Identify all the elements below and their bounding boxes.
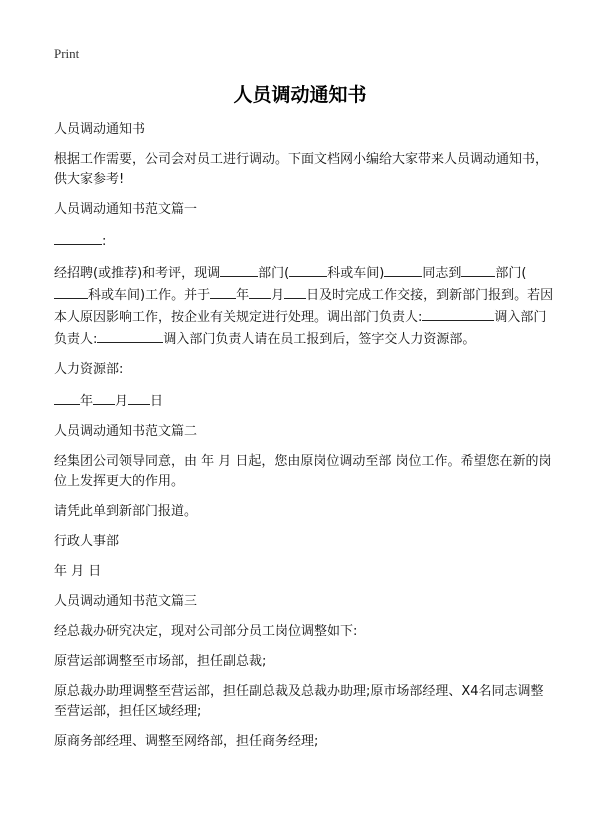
- blank-line: [54, 230, 102, 245]
- section2-heading: 人员调动通知书范文篇二: [54, 424, 198, 439]
- blank-line: [461, 262, 495, 277]
- blank-line: [289, 262, 327, 277]
- blank-line: [128, 390, 150, 405]
- text-run: 月: [115, 394, 129, 409]
- text-run: 部门(: [258, 266, 290, 281]
- section1-heading: 人员调动通知书范文篇一: [54, 202, 198, 217]
- addressee-suffix: :: [102, 234, 107, 249]
- blank-line: [249, 284, 271, 299]
- section3-item: 原商务部经理、调整至网络部，担任商务经理;: [54, 734, 319, 749]
- subtitle: 人员调动通知书: [54, 122, 146, 137]
- blank-line: [422, 306, 494, 321]
- blank-line: [97, 328, 163, 343]
- blank-line: [284, 284, 306, 299]
- text-run: 调入部门负责人请在员工报到后，签字交人力资源部。: [163, 332, 476, 347]
- text-run: 部门(: [495, 266, 527, 281]
- section1-paragraph: [54, 262, 554, 350]
- hr-dept-line: 人力资源部:: [54, 362, 124, 377]
- blank-line: [54, 390, 80, 405]
- text-run: 科或车间): [327, 266, 385, 281]
- text-run: 日及时完成工作交接，到新部门报到。若因本人原因影响工作，按企业有关规定进行处理。调出部门负责人:: [54, 288, 554, 325]
- blank-line: [384, 262, 422, 277]
- section2-dept: 行政人事部: [54, 534, 120, 549]
- section3-item: 原总裁办助理调整至营运部，担任副总裁及总裁办助理;原市场部经理、X4名同志调整至营运部，担任区域经理;: [54, 684, 544, 719]
- text-run: 经招聘(或推荐)和考评，现调: [54, 266, 221, 281]
- blank-line: [210, 284, 236, 299]
- section2-instruction: 请凭此单到新部门报道。: [54, 504, 198, 519]
- text-run: 科或车间)工作。并于: [88, 288, 211, 303]
- text-run: 年: [236, 288, 250, 303]
- section2-paragraph: 经集团公司领导同意，由 年 月 日起，您由原岗位调动至部 岗位工作。希望您在新的岗位上发挥更大的作用。: [54, 454, 552, 489]
- section2-date: 年 月 日: [54, 564, 102, 579]
- document-title: 人员调动通知书: [233, 84, 367, 106]
- text-run: 年: [80, 394, 94, 409]
- blank-line: [93, 390, 115, 405]
- text-run: 日: [150, 394, 164, 409]
- text-run: 同志到: [422, 266, 462, 281]
- section3-item: 原营运部调整至市场部，担任副总裁;: [54, 654, 267, 669]
- print-label: Print: [54, 46, 80, 61]
- blank-line: [54, 284, 88, 299]
- text-run: 月: [271, 288, 285, 303]
- section3-heading: 人员调动通知书范文篇三: [54, 594, 198, 609]
- blank-line: [220, 262, 258, 277]
- document-body: [54, 120, 554, 752]
- date-line: [54, 390, 554, 412]
- intro-paragraph: 根据工作需要，公司会对员工进行调动。下面文档网小编给大家带来人员调动通知书，供大家参考!: [54, 152, 549, 187]
- addressee-line: [54, 230, 554, 252]
- section3-intro: 经总裁办研究决定，现对公司部分员工岗位调整如下:: [54, 624, 358, 639]
- text-run: 调入部门负责人:: [54, 310, 547, 347]
